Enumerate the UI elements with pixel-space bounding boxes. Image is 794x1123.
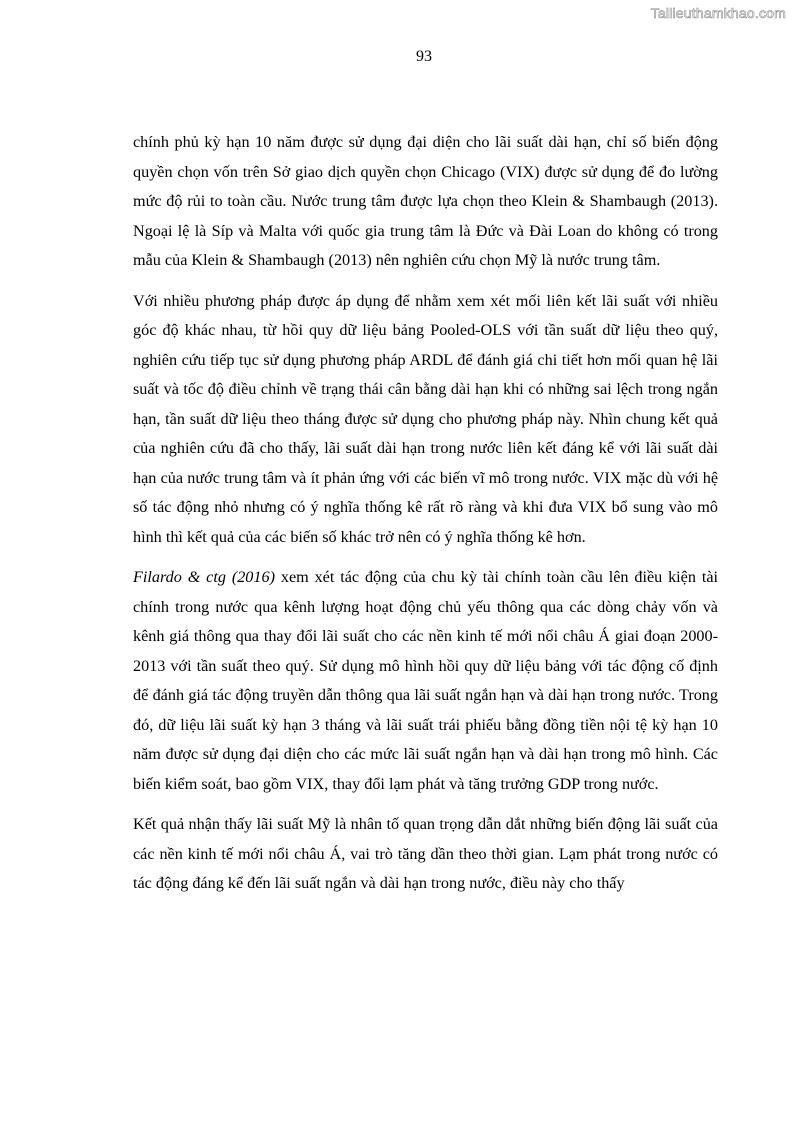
paragraph-3: [133, 563, 718, 799]
citation-filardo: Filardo & ctg (2016): [133, 568, 275, 586]
paragraph-4-text: Kết quả nhận thấy lãi suất Mỹ là nhân tố quan trọng dẫn dắt những biến động lãi suất của các nền kinh tế mới nổi châu Á, vai trò tăng dần theo thời gian. Lạm phát trong nước có tác động đáng kể đến lãi suất ngắn và dài hạn trong nước, điều này cho thấy: [133, 815, 718, 892]
page-number: 93: [416, 48, 432, 65]
watermark-text: Tailieuthamkhao.com: [650, 5, 786, 21]
paragraph-1-text: chính phủ kỳ hạn 10 năm được sử dụng đại diện cho lãi suất dài hạn, chỉ số biến động quyền chọn vốn trên Sở giao dịch quyền chọn Chicago (VIX) được sử dụng để đo lường mức độ rủi to toàn cầu. Nước trung tâm được lựa chọn theo Klein & Shambaugh (2013). Ngoại lệ là Síp và Malta với quốc gia trung tâm là Đức và Đài Loan do không có trong mẫu của Klein & Shambaugh (2013) nên nghiên cứu chọn Mỹ là nước trung tâm.: [133, 133, 718, 269]
paragraph-3-text: xem xét tác động của chu kỳ tài chính toàn cầu lên điều kiện tài chính trong nước qua kênh lượng hoạt động chủ yếu thông qua các dòng chảy vốn và kênh giá thông qua thay đổi lãi suất cho các nền kinh tế mới nổi châu Á giai đoạn 2000-2013 với tần suất theo quý. Sử dụng mô hình hồi quy dữ liệu bảng với tác động cố định để đánh giá tác động truyền dẫn thông qua lãi suất ngắn hạn và dài hạn trong nước. Trong đó, dữ liệu lãi suất kỳ hạn 3 tháng và lãi suất trái phiếu bằng đồng tiền nội tệ kỳ hạn 10 năm được sử dụng đại diện cho các mức lãi suất ngắn hạn và dài hạn trong mô hình. Các biến kiểm soát, bao gồm VIX, thay đổi lạm phát và tăng trưởng GDP trong nước.: [133, 568, 718, 793]
paragraph-1: [133, 128, 718, 276]
document-body: [133, 128, 718, 910]
paragraph-2-text: Với nhiều phương pháp được áp dụng để nhằm xem xét mối liên kết lãi suất với nhiều góc độ khác nhau, từ hồi quy dữ liệu bảng Pooled-OLS với tần suất dữ liệu theo quý, nghiên cứu tiếp tục sử dụng phương pháp ARDL để đánh giá chi tiết hơn mối quan hệ lãi suất và tốc độ điều chỉnh về trạng thái cân bằng dài hạn khi có những sai lệch trong ngắn hạn, tần suất dữ liệu theo tháng được sử dụng cho phương pháp này. Nhìn chung kết quả của nghiên cứu đã cho thấy, lãi suất dài hạn trong nước liên kết đáng kể với lãi suất dài hạn của nước trung tâm và ít phản ứng với các biến vĩ mô trong nước. VIX mặc dù với hệ số tác động nhỏ nhưng có ý nghĩa thống kê rất rõ ràng và khi đưa VIX bổ sung vào mô hình thì kết quả của các biến số khác trở nên có ý nghĩa thống kê hơn.: [133, 291, 718, 546]
paragraph-2: [133, 287, 718, 553]
paragraph-4: [133, 810, 718, 899]
